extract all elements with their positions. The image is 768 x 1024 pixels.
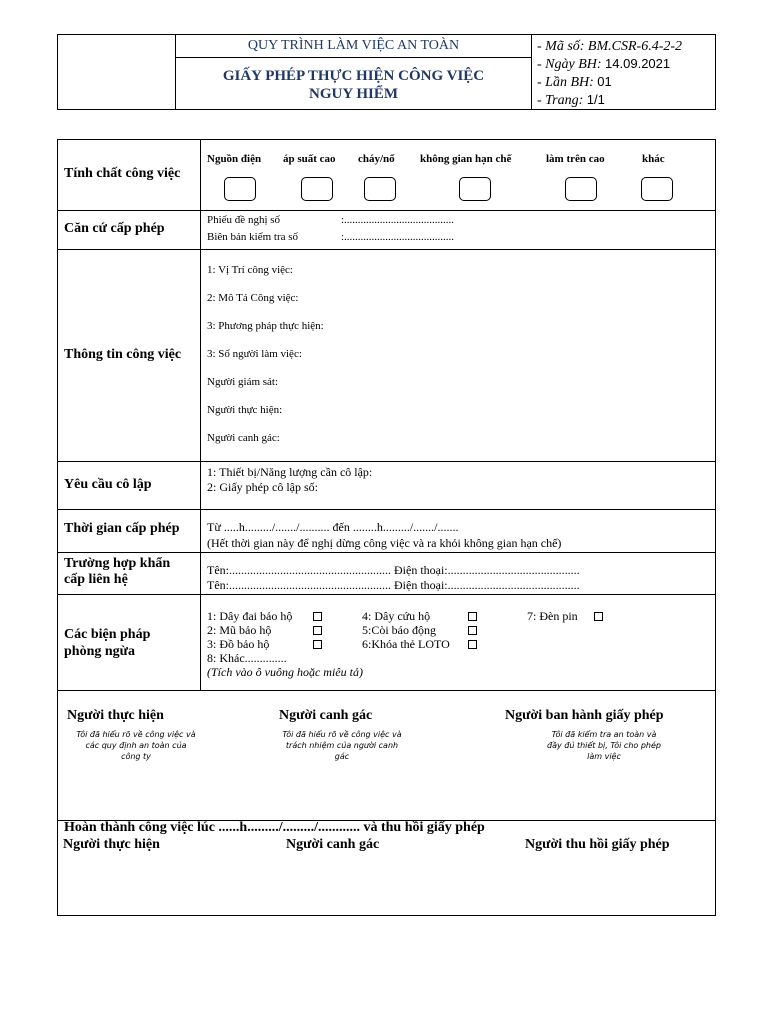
time-range[interactable]: Từ .....h........./......./.......... đến ........h........./......./.......	[207, 520, 459, 534]
completion-revoker-label: Người thu hồi giấy phép	[525, 837, 670, 852]
edition-line: - Lần BH: 01	[537, 74, 612, 90]
sig-executor-note: Tôi đã hiểu rõ về công việc và các quy định an toàn của công ty	[76, 730, 196, 761]
hazard-confined-checkbox[interactable]	[459, 177, 491, 201]
form-title	[176, 67, 531, 103]
measure-flashlight-checkbox[interactable]	[594, 612, 603, 621]
request-number-field[interactable]: :........................................	[341, 214, 455, 226]
isolation-equipment[interactable]: 1: Thiết bị/Năng lượng cần cô lập:	[207, 465, 373, 479]
info-description[interactable]: 2: Mô Tả Công việc:	[207, 292, 299, 304]
hazard-pressure-checkbox[interactable]	[301, 177, 333, 201]
measures-note: (Tích vào ô vuông hoặc miêu tả)	[207, 665, 363, 679]
info-method[interactable]: 3: Phương pháp thực hiện:	[207, 320, 324, 332]
hazard-electric-label: Nguồn điện	[207, 153, 262, 165]
info-workers[interactable]: 3: Số người làm việc:	[207, 348, 302, 360]
basis-label: Căn cứ cấp phép	[64, 221, 165, 236]
date-line: - Ngày BH: 14.09.2021	[537, 56, 671, 72]
measures-col1	[207, 609, 292, 651]
info-location[interactable]: 1: Vị Trí công việc:	[207, 264, 293, 276]
inspection-number: Biên bản kiểm tra số	[207, 231, 299, 243]
measures-label: Các biện pháp phòng ngừa	[64, 627, 151, 659]
hazard-confined-label: không gian hạn chế	[420, 153, 512, 165]
measure-alarm-checkbox[interactable]	[468, 626, 477, 635]
sig-guard-note: Tôi đã hiểu rõ về công việc và trách nhiệm của người canh gác	[282, 730, 402, 761]
time-note: (Hết thời gian này để nghị dừng công việc và ra khỏi không gian hạn chế)	[207, 536, 562, 550]
measure-harness-checkbox[interactable]	[313, 612, 322, 621]
info-supervisor[interactable]: Người giám sát:	[207, 376, 279, 388]
hazard-height-checkbox[interactable]	[565, 177, 597, 201]
emergency-contact-1[interactable]: Tên:...................................................... Điện thoại:............................................	[207, 563, 580, 577]
measure-helmet-checkbox[interactable]	[313, 626, 322, 635]
time-label: Thời gian cấp phép	[64, 521, 180, 536]
hazard-other-label: khác	[642, 153, 665, 165]
measure-rescue-rope[interactable]: 4: Dây cứu hộ	[362, 609, 431, 623]
isolation-label: Yêu cầu cô lập	[64, 477, 152, 492]
info-label: Thông tin công việc	[64, 347, 182, 362]
measure-alarm[interactable]: 5:Còi báo động	[362, 623, 436, 637]
hazard-electric-checkbox[interactable]	[224, 177, 256, 201]
emergency-contact-2[interactable]: Tên:...................................................... Điện thoại:............................................	[207, 578, 580, 592]
measure-loto-checkbox[interactable]	[468, 640, 477, 649]
info-executor[interactable]: Người thực hiện:	[207, 404, 283, 416]
measure-ppe[interactable]: 3: Đồ bảo hộ	[207, 637, 270, 651]
sig-issuer-note: Tôi đã kiểm tra an toàn và đầy đủ thiết bị, Tôi cho phép làm việc	[547, 730, 661, 761]
nature-label: Tính chất công việc	[64, 166, 181, 181]
measure-other[interactable]: 8: Khác..............	[207, 651, 287, 665]
form-title-line1: GIẤY PHÉP THỰC HIỆN CÔNG VIỆC	[222, 68, 485, 84]
completion-executor-label: Người thực hiện	[63, 837, 160, 852]
sig-guard-label: Người canh gác	[279, 708, 373, 723]
request-number: Phiếu đề nghị số	[207, 214, 281, 226]
page-line: - Trang: 1/1	[537, 92, 605, 108]
procedure-title: QUY TRÌNH LÀM VIỆC AN TOÀN	[247, 38, 460, 53]
emergency-label: Trường hợp khẩn cấp liên hệ	[64, 556, 171, 587]
form-title-line2: NGUY HIỂM	[308, 86, 399, 102]
sig-issuer-label: Người ban hành giấy phép	[505, 708, 664, 723]
measure-harness[interactable]: 1: Dây đai bảo hộ	[207, 609, 293, 623]
completion-guard-label: Người canh gác	[286, 837, 380, 852]
doc-code	[537, 38, 682, 109]
measure-helmet[interactable]: 2: Mũ bảo hộ	[207, 623, 272, 637]
completion-line: Hoàn thành công việc lúc ......h........./........./............ và thu hồi giấy phép	[64, 820, 485, 835]
isolation-permit[interactable]: 2: Giấy phép cô lập số:	[207, 480, 318, 494]
measure-rescue-rope-checkbox[interactable]	[468, 612, 477, 621]
measure-flashlight[interactable]: 7: Đèn pin	[527, 609, 578, 623]
measure-loto[interactable]: 6:Khóa thẻ LOTO	[362, 637, 450, 651]
code-line: - Mã số: BM.CSR-6.4-2-2	[537, 39, 683, 54]
hazard-pressure-label: áp suất cao	[283, 153, 336, 165]
hazard-height-label: làm trên cao	[546, 153, 605, 165]
measure-ppe-checkbox[interactable]	[313, 640, 322, 649]
hazard-other-checkbox[interactable]	[641, 177, 673, 201]
inspection-number-field[interactable]: :........................................	[341, 231, 455, 243]
hazard-fire-label: cháy/nổ	[358, 153, 395, 165]
sig-executor-label: Người thực hiện	[67, 708, 164, 723]
hazard-fire-checkbox[interactable]	[364, 177, 396, 201]
info-guard[interactable]: Người canh gác:	[207, 432, 280, 444]
measures-col2	[362, 609, 450, 651]
